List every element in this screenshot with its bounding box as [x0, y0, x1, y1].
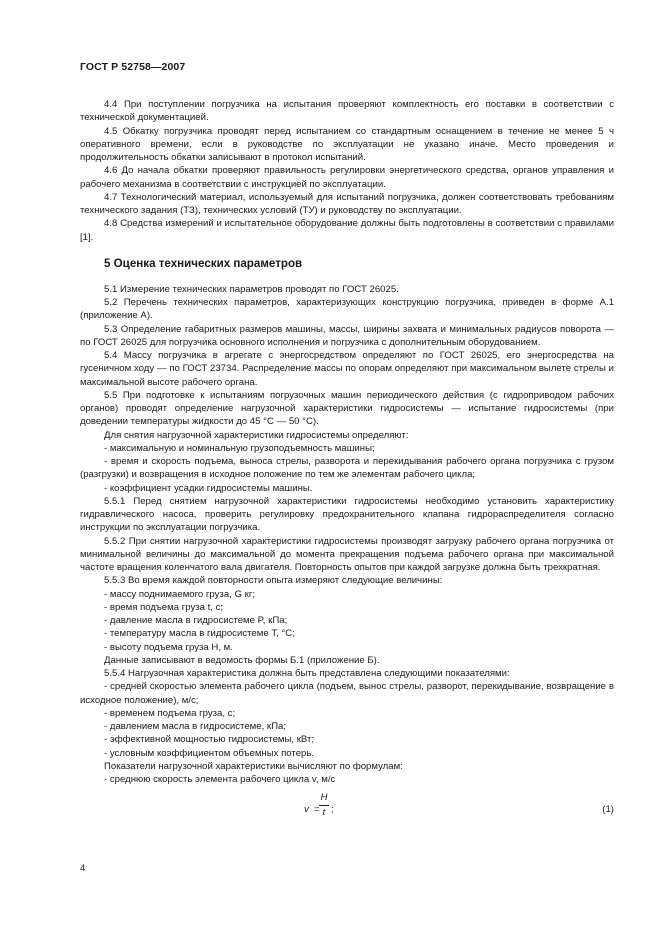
paragraph-5-2: 5.2 Перечень технических параметров, характеризующих конструкцию погрузчика, приведен в форме А.1 (приложение А).: [80, 297, 614, 322]
paragraph-5-5-4: 5.5.4 Нагрузочная характеристика должна быть представлена следующими показателями:: [104, 668, 510, 679]
list-item: - временем подъема груза, с;: [104, 707, 236, 719]
list-item: - время подъема груза t, с;: [104, 601, 224, 613]
paragraph-5-5-1: 5.5.1 Перед снятием нагрузочной характеристики гидросистемы необходимо установить характеристику гидравлического насоса, проверить регулировку предохранительного клапана гидрораспределителя согласно инструкции по эксплуатации погрузчика.: [80, 495, 614, 534]
paragraph-5-4: 5.4 Массу погрузчика в агрегате с энергосредством определяют по ГОСТ 26025, его энергосредства на гусеничном ходу — по ГОСТ 23734. Распределение массы по опорам определяют при максимальном вылете стрелы и максимальной высоте рабочего органа.: [80, 350, 614, 388]
paragraph-formulas-intro: Показатели нагрузочной характеристики вычисляют по формулам:: [104, 760, 403, 772]
paragraph-5-3: 5.3 Определение габаритных размеров машины, массы, ширины захвата и минимальных радиусов поворота — по ГОСТ 26025 для погрузчика основного исполнения и погрузчика с дополнительным оборудованием.: [80, 323, 614, 348]
document-body: [80, 98, 614, 832]
list-item: - условным коэффициентом объемных потерь.: [104, 747, 315, 759]
paragraph-4-8: 4.8 Средства измерений и испытательное оборудование должны быть подготовлены в соответствии с правилами [1].: [80, 218, 614, 243]
formula-number: (1): [602, 804, 614, 816]
formula-numerator: H: [320, 792, 328, 804]
formula-equals: =: [314, 804, 320, 816]
formula-1: [80, 792, 614, 832]
paragraph-4-6: 4.6 До начала обкатки проверяют правильность регулировки энергетического средства, органов управления и рабочего механизма в соответствии с инструкцией по эксплуатации.: [80, 165, 614, 190]
list-item: - среднюю скорость элемента рабочего цикла v, м/с: [104, 774, 336, 785]
section-5-heading: 5 Оценка технических параметров: [104, 256, 303, 270]
paragraph-5-5-2: 5.5.2 При снятии нагрузочной характеристики гидросистемы производят загрузку рабочего органа погрузчика от минимальной величины до максимальной до момента прекращения подъема рабочего органа при максимальной частоте вращения коленчатого вала двигателя. Повторность опытов при каждой загрузке должна быть трехкратная.: [80, 535, 614, 573]
formula-denominator: t: [322, 807, 326, 819]
list-item: - время и скорость подъема, выноса стрелы, разворота и перекидывания рабочего органа погрузчика с грузом (разгрузки) и возвращения в исходное положение по тем же элементам рабочего цикла;: [80, 456, 614, 481]
paragraph-5-5-3: 5.5.3 Во время каждой повторности опыта измеряют следующие величины:: [104, 575, 443, 587]
paragraph-5-5: 5.5 При подготовке к испытаниям погрузочных машин периодического действия (с гидроприводом рабочих органов) проводят определение нагрузочной характеристики гидросистемы — испытание гидросистемы (при доведении температуры жидкости до 45 °С — 50 °С).: [80, 389, 614, 428]
list-item: - коэффициент усадки гидросистемы машины.: [104, 482, 313, 494]
paragraph-5-1: 5.1 Измерение технических параметров проводят по ГОСТ 26025.: [104, 283, 399, 295]
list-item: - эффективной мощностью гидросистемы, кВт;: [104, 734, 315, 746]
paragraph-4-5: 4.5 Обкатку погрузчика проводят перед испытанием со стандартным оснащением в течение не менее 5 ч оперативного времени, если в руководстве по эксплуатации не указано иначе. Место проведения и продолжительность обкатки записывают в протокол испытаний.: [80, 125, 614, 163]
fraction-bar: [319, 805, 329, 806]
formula-fraction: [319, 792, 329, 819]
list-item: - давлением масла в гидросистеме, кПа;: [104, 721, 287, 732]
list-item: - максимальную и номинальную грузоподъемность машины;: [104, 442, 375, 454]
list-item: - температуру масла в гидросистеме T, °С;: [104, 628, 295, 640]
list-item: - средней скоростью элемента рабочего цикла (подъем, вынос стрелы, разворот, перекидывание, возвращение в исходное положение), м/с;: [80, 681, 614, 706]
paragraph-records-note: Данные записывают в ведомость формы Б.1 (приложение Б).: [104, 654, 380, 666]
paragraph-5-5-intro: Для снятия нагрузочной характеристики гидросистемы определяют:: [104, 429, 409, 441]
paragraph-4-4: 4.4 При поступлении погрузчика на испытания проверяют комплектность его поставки в соответствии с технической документацией.: [80, 99, 614, 124]
list-item: - высоту подъема груза H, м.: [104, 641, 233, 653]
formula-lhs: v: [304, 804, 309, 816]
list-item: - массу поднимаемого груза, G кг;: [104, 588, 255, 600]
paragraph-4-7: 4.7 Технологический материал, используемый для испытаний погрузчика, должен соответствовать требованиям технического задания (ТЗ), технических условий (ТУ) и руководству по эксплуатации.: [80, 191, 614, 216]
page-number: 4: [80, 863, 86, 874]
list-item: - давление масла в гидросистеме P, кПа;: [104, 615, 288, 626]
formula-punctuation: ;: [331, 804, 334, 816]
document-header: ГОСТ Р 52758—2007: [80, 61, 186, 73]
